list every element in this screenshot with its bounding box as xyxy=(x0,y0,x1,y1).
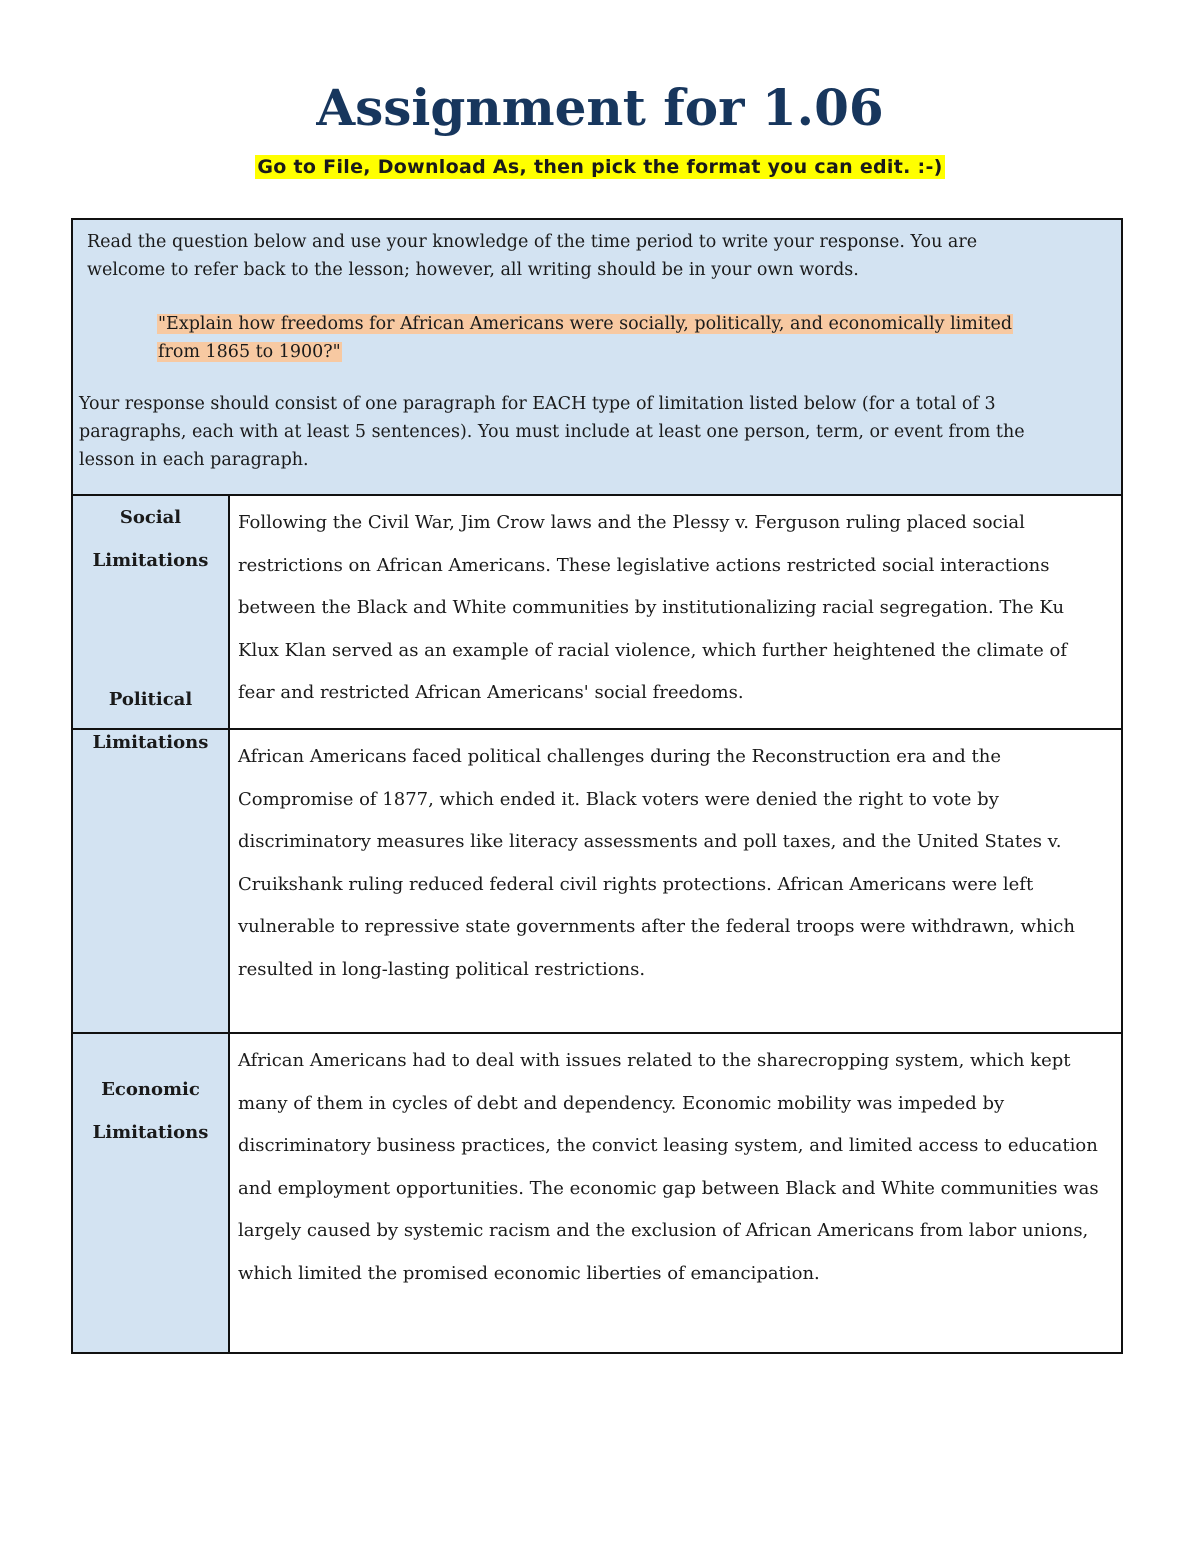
response-cell-political[interactable]: African Americans faced political challenges during the Reconstruction era and the Compromise of 1877, which ended it. Black voters were denied the right to vote by discriminatory measures like literacy assessments and poll taxes, and the United States v. Cruikshank ruling reduced federal civil rights protections. African Americans were left vulnerable to repressive state governments after the federal troops were withdrawn, which resulted in long-lasting political restrictions. xyxy=(229,729,1122,1033)
question-block xyxy=(157,310,1057,366)
instructions-cell xyxy=(72,219,1122,495)
table-row xyxy=(72,495,1122,729)
row-label-cell xyxy=(72,1033,229,1353)
requirements-text: Your response should consist of one paragraph for EACH type of limitation listed below (for a total of 3 paragraphs, each with at least 5 sentences). You must include at least one person, term, or event from the lesson in each paragraph. xyxy=(79,394,1025,470)
intro-text: Read the question below and use your knowledge of the time period to write your response. You are welcome to refer back to the lesson; however, all writing should be in your own words. xyxy=(87,232,978,280)
instructions-row xyxy=(72,219,1122,495)
row-label: Economic Limitations xyxy=(92,1079,209,1143)
page-title: Assignment for 1.06 xyxy=(316,78,884,137)
assignment-table xyxy=(71,218,1123,1354)
response-cell-economic[interactable]: African Americans had to deal with issues related to the sharecropping system, which kept many of them in cycles of debt and dependency. Economic mobility was impeded by discriminatory business practices, the convict leasing system, and limited access to education and employment opportunities. The economic gap between Black and White communities was largely caused by systemic racism and the exclusion of African Americans from labor unions, which limited the promised economic liberties of emancipation. xyxy=(229,1033,1122,1353)
table-row xyxy=(72,729,1122,1033)
table-row xyxy=(72,1033,1122,1353)
row-label: Political Limitations xyxy=(92,689,209,753)
response-cell-social[interactable]: Following the Civil War, Jim Crow laws and the Plessy v. Ferguson ruling placed social restrictions on African Americans. These legislative actions restricted social interactions between the Black and White communities by institutionalizing racial segregation. The Ku Klux Klan served as an example of racial violence, which further heightened the climate of fear and restricted African Americans' social freedoms. xyxy=(229,495,1122,729)
row-label: Social Limitations xyxy=(92,507,209,571)
essay-question: "Explain how freedoms for African Americans were socially, politically, and economically limited from 1865 to 1900?" xyxy=(158,314,1013,362)
row-label-cell xyxy=(72,689,229,1033)
download-instruction: Go to File, Download As, then pick the format you can edit. :-) xyxy=(257,156,943,178)
subtitle-container xyxy=(0,155,1200,179)
